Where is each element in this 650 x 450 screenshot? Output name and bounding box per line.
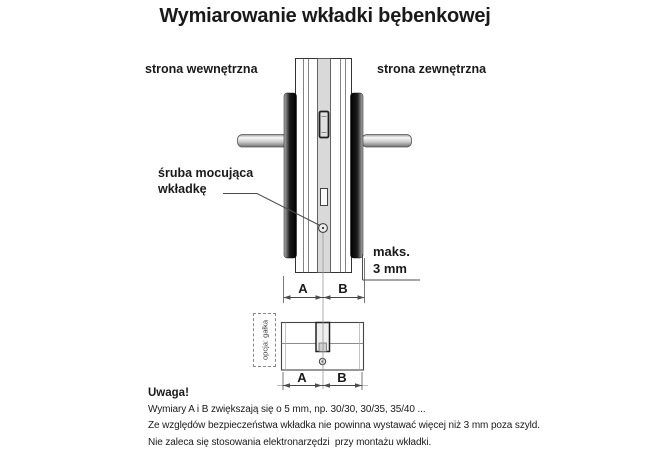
max-protrusion-label: maks. 3 mm bbox=[373, 244, 410, 276]
inner-side-label: strona wewnętrzna bbox=[145, 62, 258, 76]
page-title: Wymiarowanie wkładki bębenkowej bbox=[159, 5, 491, 27]
note-line: Wymiary A i B zwiększają się o 5 mm, np. 30/30, 30/35, 35/40 ... bbox=[148, 404, 426, 415]
door-cross-section bbox=[296, 59, 352, 273]
cylinder-body-strip bbox=[318, 59, 331, 273]
knob-option-label: opcja: gałka bbox=[260, 319, 269, 361]
note-line: Nie zaleca się stosowania elektronarzędzi przy montażu wkładki. bbox=[148, 436, 432, 448]
dim-b-upper: B bbox=[338, 281, 348, 296]
mounting-screw-label: śruba mocująca wkładkę bbox=[158, 166, 254, 196]
keyway-slot bbox=[321, 189, 328, 206]
outer-side-label: strona zewnętrzna bbox=[377, 62, 487, 76]
spindle-inner bbox=[238, 135, 288, 148]
note-heading: Uwaga! bbox=[148, 387, 189, 399]
cam-slot bbox=[320, 112, 329, 138]
escutcheon-outer bbox=[351, 93, 364, 258]
cylinder-side-view bbox=[282, 323, 364, 371]
dim-b-lower: B bbox=[337, 370, 347, 385]
note-line: Ze względów bezpieczeństwa wkładka nie powinna wystawać więcej niż 3 mm poza szyld. bbox=[148, 420, 540, 432]
dim-a-lower: A bbox=[297, 370, 307, 385]
spindle-outer bbox=[362, 135, 412, 148]
dim-a-upper: A bbox=[298, 281, 308, 296]
knob-option-box bbox=[253, 313, 276, 367]
escutcheon-inner bbox=[284, 93, 297, 258]
note-block bbox=[148, 387, 628, 450]
mounting-screw bbox=[319, 224, 328, 233]
